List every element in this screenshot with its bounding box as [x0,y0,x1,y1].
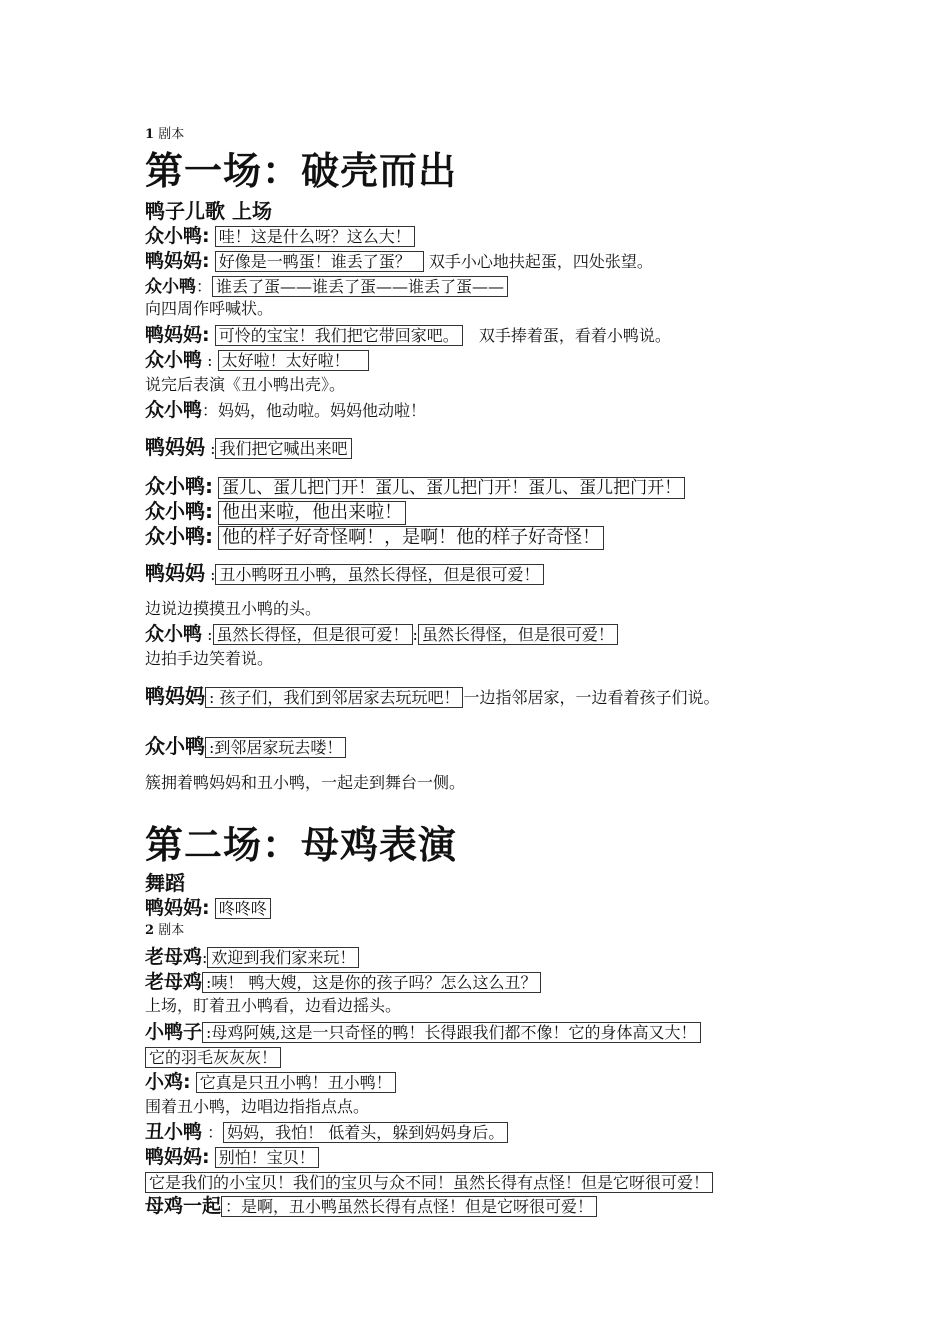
line-6 [145,400,426,422]
line-2 [145,251,653,273]
speaker: 鸭妈妈 [145,684,205,708]
dialogue-box: 我们把它喊出来吧 [215,438,351,459]
stage-direction-m5: 围着丑小鸭，边唱边指指点点。 [145,1097,370,1116]
line-13 [145,685,720,708]
dialogue-box: 咚咚咚 [215,898,271,919]
line-m4 [145,1022,701,1044]
speaker: 小鸭子 [145,1021,203,1043]
speaker: 众小鸭: [145,225,210,247]
dialogue-box: ：是啊，丑小鸭虽然长得有点怪！但是它呀很可爱！ [221,1196,597,1217]
page-mark-2 [145,924,184,939]
dialogue-box: :到邻居家玩去喽！ [205,737,346,758]
dialogue-box: : 孩子们，我们到邻居家去玩玩吧！ [205,687,463,708]
speaker: 老母鸡 [145,946,203,968]
stage-direction-m3: 上场，盯着丑小鸭看，边看边摇头。 [145,996,402,1015]
line-5 [145,350,369,372]
line-7 [145,436,352,459]
colon: : [210,565,216,584]
stage-direction: 一边指邻居家，一边看着孩子们说。 [463,688,720,707]
page-number: 2 [145,923,155,938]
line-11 [145,562,544,585]
stage-direction-14: 簇拥着鸭妈妈和丑小鸭，一起走到舞台一侧。 [145,773,466,792]
line-10 [145,525,604,550]
stage-direction-3: 向四周作呼喊状。 [145,299,274,318]
line-m2 [145,947,359,969]
line-m1 [145,898,271,920]
colon: : [207,625,213,644]
stage-direction-5: 说完后表演《丑小鸭出壳》。 [145,375,346,394]
scene1-subtitle: 鸭子儿歌 上场 [145,199,272,223]
line-m4-cont [145,1047,281,1068]
speaker: 母鸡一起 [145,1195,222,1217]
page-label: 剧本 [158,923,185,938]
line-m7-cont [145,1172,713,1193]
speaker: 众小鸭: [145,474,213,498]
dialogue-box: 虽然长得怪，但是很可爱！ [418,624,618,645]
speaker: 众小鸭 [145,349,203,371]
stage-direction-11: 边说边摸摸丑小鸭的头。 [145,599,322,618]
dialogue-box: 它真是只丑小鸭！丑小鸭！ [196,1072,396,1093]
speaker: 众小鸭: [145,524,213,548]
dialogue-box: 它是我们的小宝贝！我们的宝贝与众不同！虽然长得有点怪！但是它呀很可爱！ [145,1172,713,1193]
line-3 [145,276,508,298]
dialogue-box: :咦！ 鸭大嫂，这是你的孩子吗？怎么这么丑？ [202,972,540,993]
line-m3 [145,972,541,994]
colon: : [207,351,213,370]
speaker: 小鸡: [145,1071,191,1093]
page-mark-1 [145,128,184,143]
dialogue-box: 妈妈，我怕！ 低着头，躲到妈妈身后。 [223,1122,508,1143]
speaker: 众小鸭 [145,623,203,645]
line-m5 [145,1072,396,1094]
dialogue-box: 它的羽毛灰灰灰！ [145,1047,281,1068]
dialogue-box: 太好啦！太好啦！ [218,350,369,371]
line-14 [145,735,346,758]
line-8 [145,475,685,499]
colon: : [202,948,208,967]
line-9 [145,500,406,525]
speaker: 众小鸭 [145,734,205,758]
speaker: 鸭妈妈: [145,897,210,919]
colon: ： [207,1123,224,1142]
speaker: 丑小鸭 [145,1121,203,1143]
dialogue-box: 虽然长得怪，但是很可爱！ [213,624,413,645]
speaker: 众小鸭: [145,499,213,523]
page-number: 1 [145,127,155,142]
stage-direction-12: 边拍手边笑着说。 [145,649,274,668]
colon: ： [196,277,213,296]
speaker: 鸭妈妈: [145,250,210,272]
speaker: 鸭妈妈: [145,1146,210,1168]
speaker: 鸭妈妈 [145,435,205,459]
stage-direction: 双手小心地扶起蛋，四处张望。 [428,252,653,271]
dialogue-box: 别怕！宝贝！ [215,1147,319,1168]
dialogue-box: 蛋儿、蛋儿把门开！蛋儿、蛋儿把门开！蛋儿、蛋儿把门开！ [218,477,685,499]
line-1 [145,226,415,248]
page-label: 剧本 [158,127,185,142]
scene1-title: 第一场：破壳而出 [145,149,458,193]
scene2-title: 第二场：母鸡表演 [145,823,458,867]
dialogue-box: 丑小鸭呀丑小鸭，虽然长得怪，但是很可爱！ [215,564,543,585]
speaker: 众小鸭 [145,277,196,297]
speaker: 鸭妈妈: [145,324,210,346]
dialogue-box: 他出来啦，他出来啦！ [218,501,406,525]
dialogue-box: :母鸡阿姨,这是一只奇怪的鸭！长得跟我们都不像！它的身体高又大！ [202,1022,700,1043]
speaker: 众小鸭 [145,399,203,421]
dialogue-box: 好像是一鸭蛋！谁丢了蛋？ [215,251,424,272]
line-m6 [145,1122,508,1144]
dialogue-box: 哇！这是什么呀？这么大！ [215,226,415,247]
dialogue-box: 他的样子好奇怪啊！，是啊！他的样子好奇怪！ [218,526,604,550]
stage-direction: 双手捧着蛋，看着小鸭说。 [478,326,671,345]
dialogue-box: 可怜的宝宝！我们把它带回家吧。 [215,325,463,346]
dialogue-text: ：妈妈，他动啦。妈妈他动啦！ [202,401,427,420]
speaker: 鸭妈妈 [145,561,205,585]
colon: : [210,439,216,458]
line-4 [145,325,671,347]
scene2-subtitle: 舞蹈 [145,871,185,895]
line-12 [145,624,618,646]
speaker: 老母鸡 [145,971,203,993]
dialogue-box: 欢迎到我们家来玩！ [207,947,359,968]
line-m8 [145,1196,597,1218]
line-m7 [145,1147,319,1169]
colon: : [412,625,418,644]
dialogue-box: 谁丢了蛋——谁丢了蛋——谁丢了蛋—— [212,276,508,297]
